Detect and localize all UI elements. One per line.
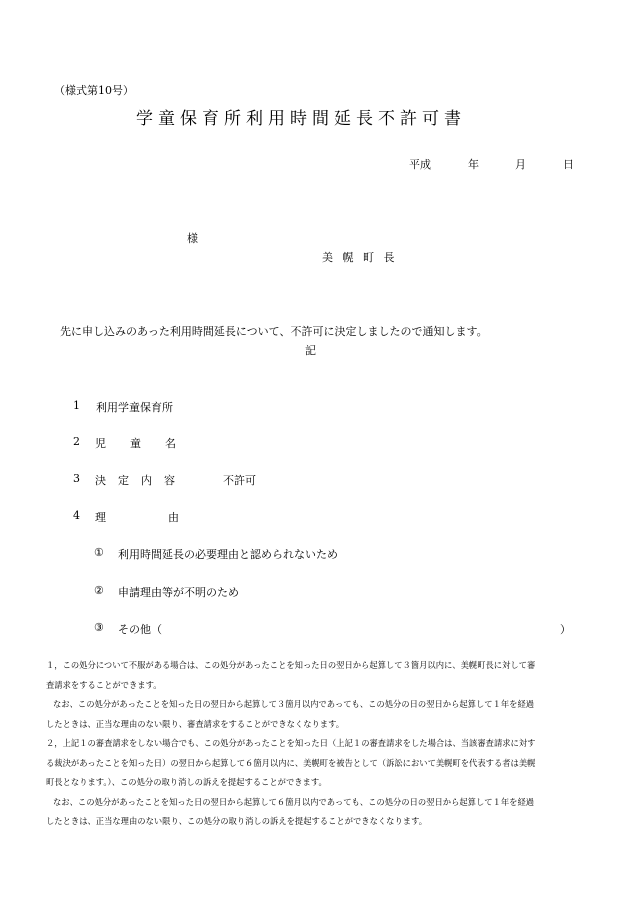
item-4-label: 理由 bbox=[95, 511, 241, 524]
reason-2-mark: ② bbox=[94, 584, 104, 597]
addressee-suffix: 様 bbox=[187, 232, 198, 245]
ki-heading: 記 bbox=[305, 344, 316, 357]
reason-1-mark: ① bbox=[94, 546, 104, 559]
reason-1-text: 利用時間延長の必要理由と認められないため bbox=[118, 548, 338, 561]
note-line-3: なお、この処分があったことを知った日の翌日から起算して３箇月以内であっても、この処分の日の翌日から起算して１年を経過 bbox=[53, 699, 535, 709]
note-line-2: 査請求をすることができます。 bbox=[46, 679, 162, 690]
reason-2-text: 申請理由等が不明のため bbox=[118, 586, 239, 599]
note-line-7: 町長となります。）、この処分の取り消しの訴えを提起することができます。 bbox=[46, 777, 327, 787]
date-day-label: 日 bbox=[563, 158, 574, 171]
item-3-label: 決定内容 bbox=[95, 474, 187, 487]
date-year-label: 年 bbox=[468, 158, 479, 171]
reason-3-mark: ③ bbox=[94, 621, 104, 634]
date-era: 平成 bbox=[409, 158, 431, 171]
item-2-label: 児童名 bbox=[95, 437, 200, 450]
item-3-value: 不許可 bbox=[223, 474, 256, 487]
item-2-number: 2 bbox=[73, 435, 80, 448]
note-line-8: なお、この処分があったことを知った日の翌日から起算して６箇月以内であっても、この処分の日の翌日から起算して１年を経過 bbox=[53, 796, 535, 807]
notice-text: 先に申し込みのあった利用時間延長について、不許可に決定しましたので通知します。 bbox=[60, 325, 488, 338]
issuer-name: 美 幌 町 長 bbox=[322, 251, 398, 264]
reason-3-text: その他（ bbox=[118, 623, 162, 636]
date-month-label: 月 bbox=[515, 158, 526, 171]
item-1-label: 利用学童保育所 bbox=[96, 401, 173, 414]
reason-3-close-paren: ） bbox=[560, 623, 571, 636]
note-line-9: したときは、正当な理由のない限り、この処分の取り消しの訴えを提起することができなくなります。 bbox=[46, 816, 427, 826]
note-line-6: る裁決があったことを知った日）の翌日から起算して６箇月以内に、美幌町を被告として（訴訟において美幌町を代表する者は美幌 bbox=[46, 757, 536, 768]
note-line-1: １，この処分について不服がある場合は、この処分があったことを知った日の翌日から起算して３箇月以内に、美幌町長に対して審 bbox=[46, 660, 536, 670]
note-line-4: したときは、正当な理由のない限り、審査請求をすることができなくなります。 bbox=[46, 718, 345, 729]
item-1-number: 1 bbox=[73, 399, 80, 412]
note-line-5: ２，上記１の審査請求をしない場合でも、この処分があったことを知った日（上記１の審査請求をした場合は、当該審査請求に対す bbox=[46, 738, 536, 748]
item-4-number: 4 bbox=[73, 509, 80, 522]
form-number: （様式第10号） bbox=[54, 84, 134, 97]
item-3-number: 3 bbox=[73, 472, 80, 485]
appeal-notes bbox=[46, 656, 580, 832]
document-title: 学童保育所利用時間延長不許可書 bbox=[136, 109, 466, 129]
